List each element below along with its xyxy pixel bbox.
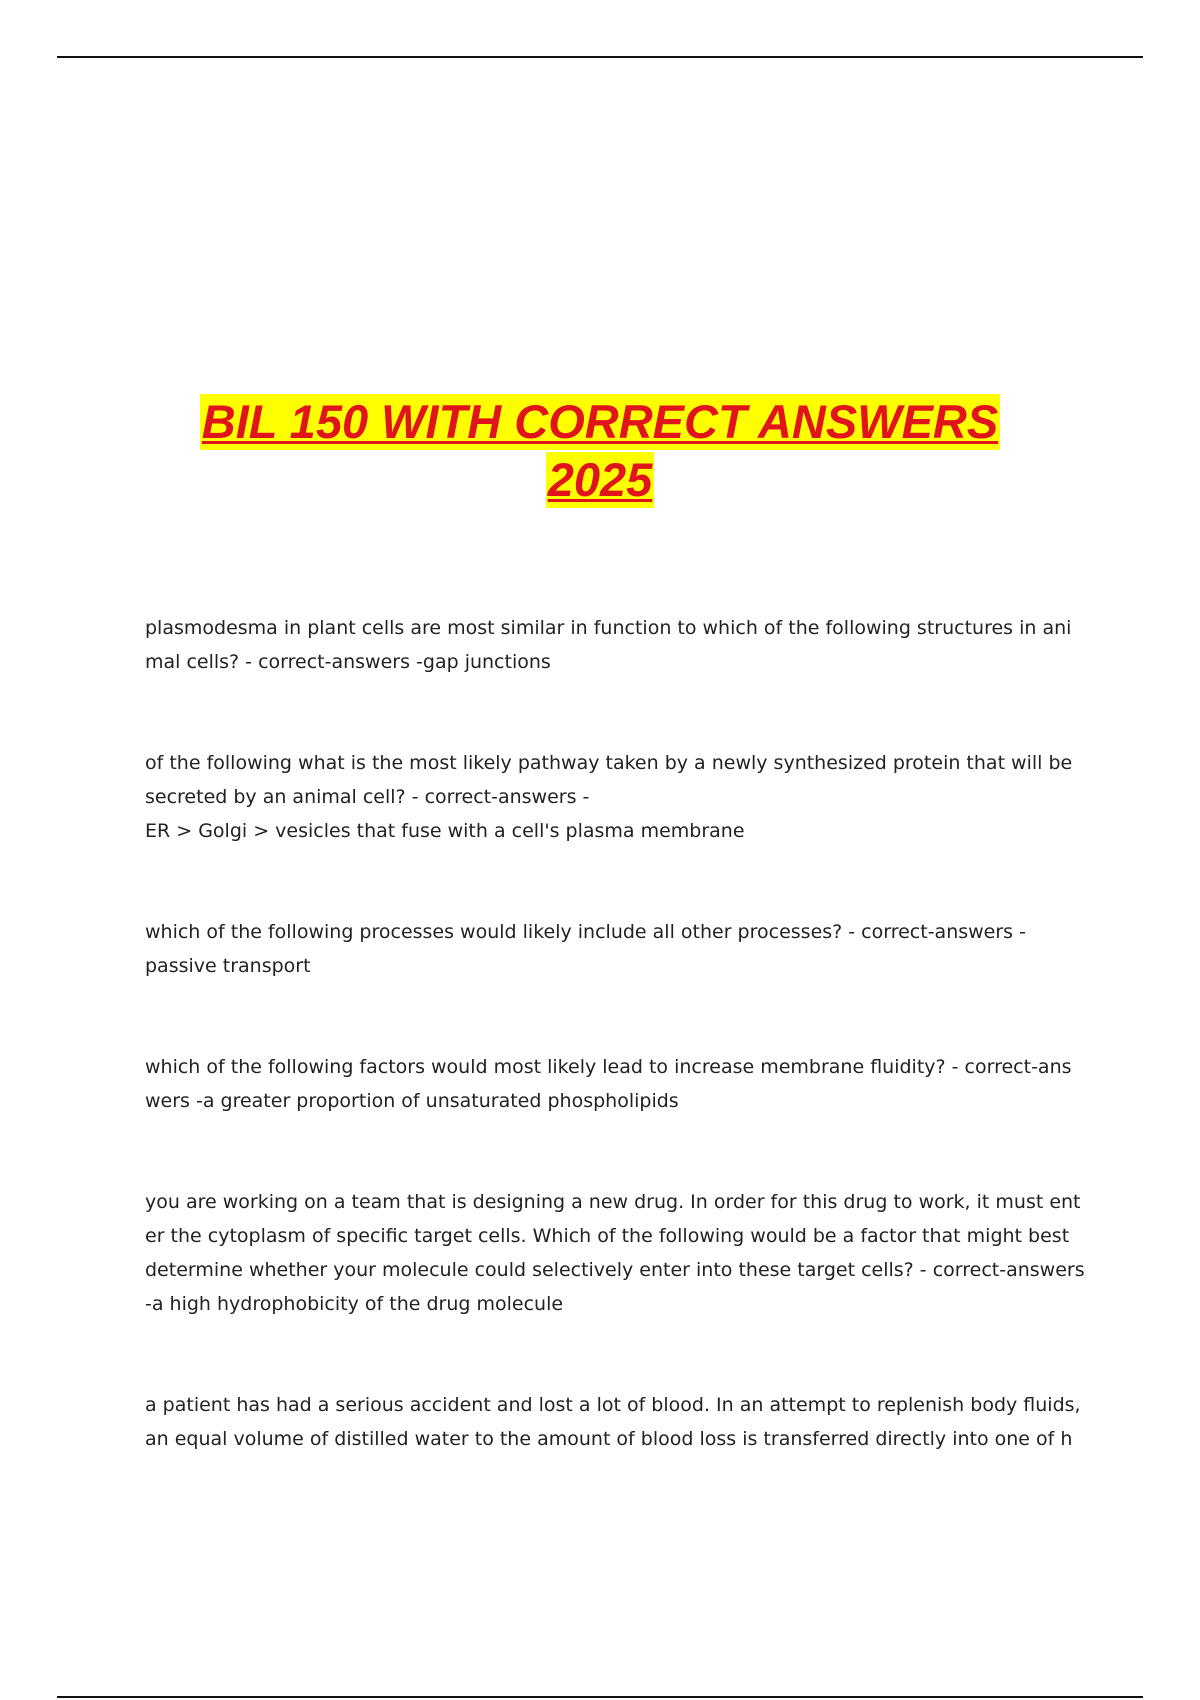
top-divider	[57, 56, 1143, 58]
qa-item: which of the following factors would most likely lead to increase membrane fluidity? - correct-answers -a greater proportion of unsaturated phospholipids	[145, 1056, 1072, 1112]
title-line-2: 2025	[547, 453, 653, 506]
qa-item: you are working on a team that is designing a new drug. In order for this drug to work, it must enter the cytoplasm of specific target cells. Which of the following would be a factor that might best determine whether your molecule could selectively enter into these target cells? - correct-answers -a high hydrophobicity of the drug molecule	[145, 1191, 1091, 1315]
qa-item: of the following what is the most likely pathway taken by a newly synthesized protein that will be secreted by an animal cell? - correct-answers - ER > Golgi > vesicles that fuse with a cell's plasma membrane	[145, 752, 1073, 842]
qa-item: which of the following processes would likely include all other processes? - correct-answers - passive transport	[145, 921, 1026, 977]
qa-item: plasmodesma in plant cells are most similar in function to which of the following structures in animal cells? - correct-answers -gap junctions	[145, 617, 1072, 673]
qa-list	[145, 611, 1091, 1523]
qa-item: a patient has had a serious accident and lost a lot of blood. In an attempt to replenish body fluids, an equal volume of distilled water to the amount of blood loss is transferred directly into one of h	[145, 1394, 1087, 1450]
document-title	[0, 394, 1200, 510]
bottom-divider	[57, 1696, 1143, 1698]
title-line-1: BIL 150 WITH CORRECT ANSWERS	[201, 395, 999, 448]
